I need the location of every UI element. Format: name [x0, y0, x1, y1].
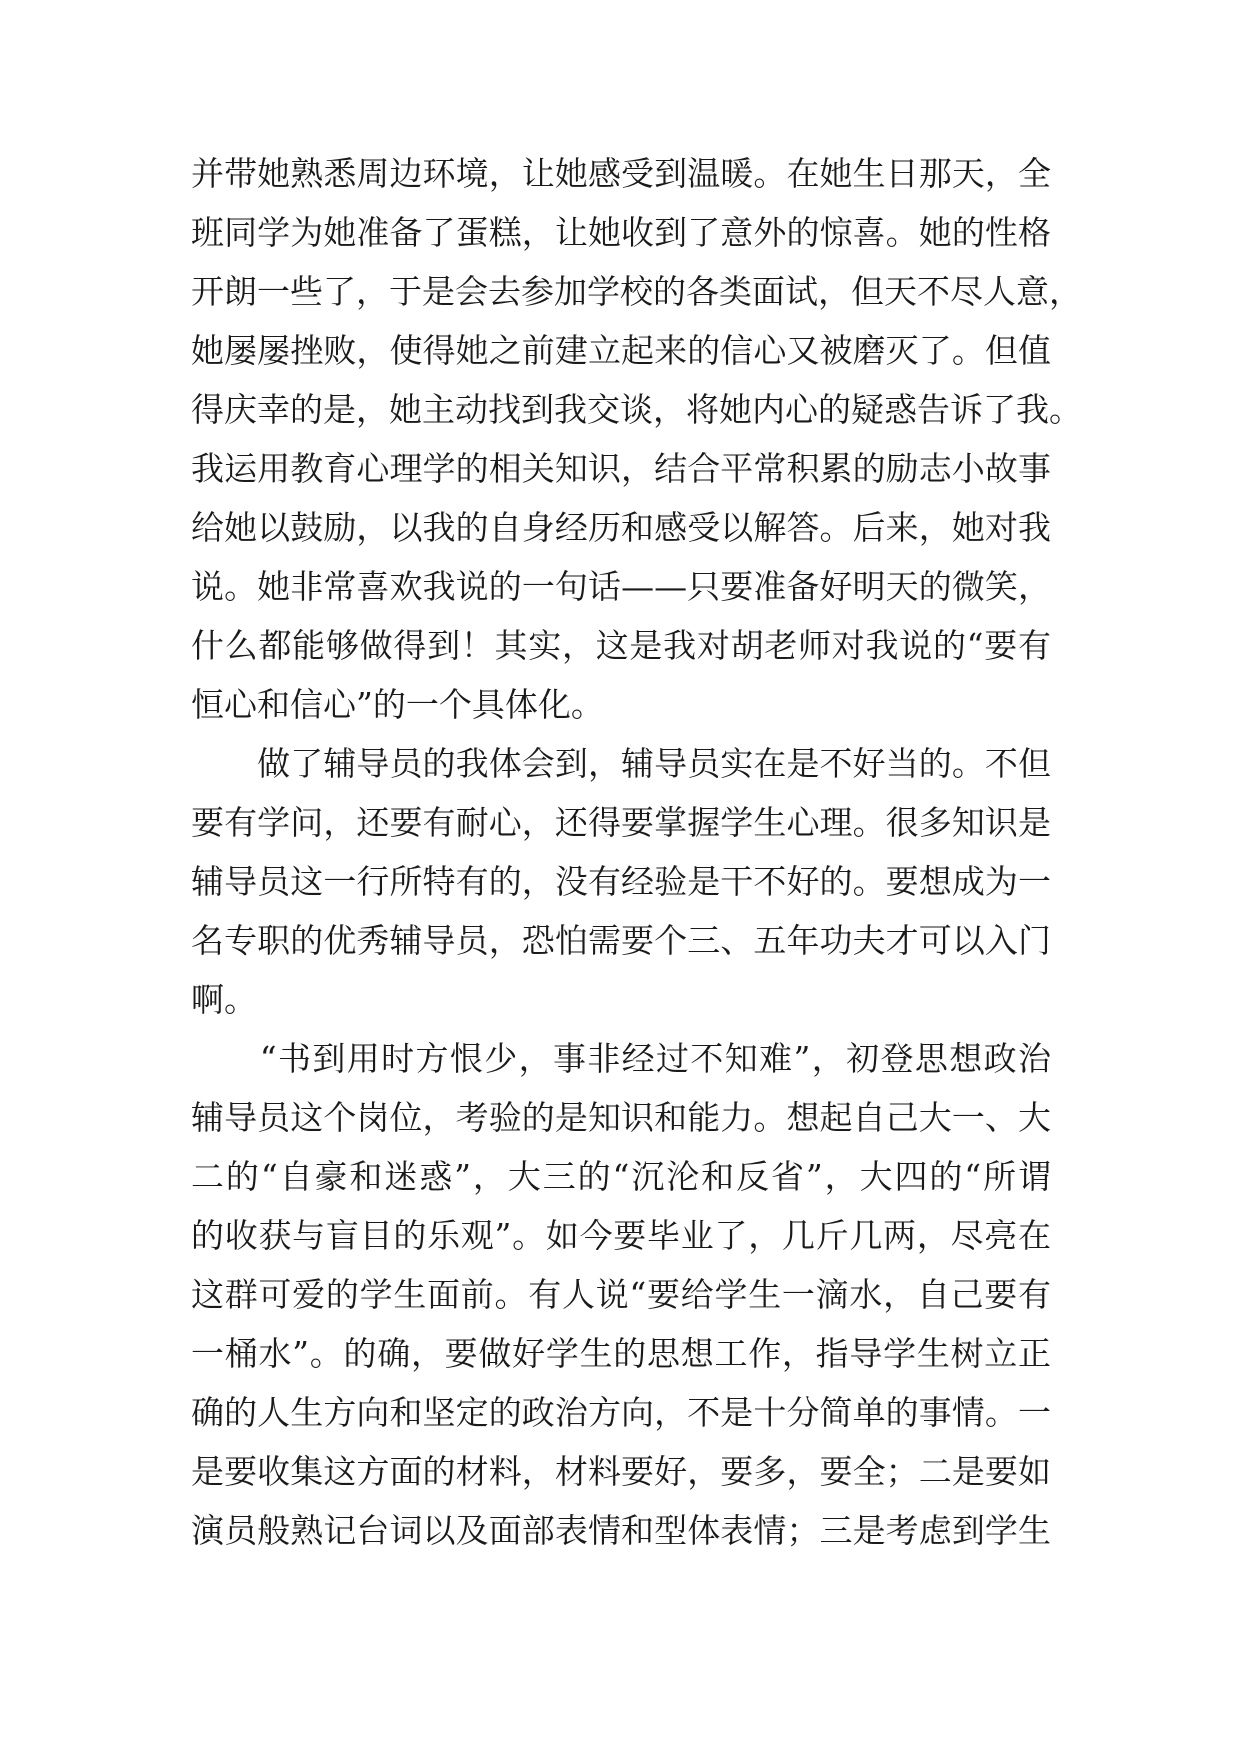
text-line: 说。她非常喜欢我说的一句话——只要准备好明天的微笑， — [191, 567, 1051, 606]
text-line: 她屡屡挫败，使得她之前建立起来的信心又被磨灭了。但值 — [191, 331, 1051, 370]
text-line: 的收获与盲目的乐观”。如今要毕业了，几斤几两，尽亮在 — [191, 1216, 1051, 1255]
text-line: 二的“自豪和迷惑”，大三的“沉沦和反省”，大四的“所谓 — [191, 1157, 1051, 1196]
text-line: 啊。 — [191, 980, 257, 1019]
text-line: 做了辅导员的我体会到，辅导员实在是不好当的。不但 — [191, 744, 1051, 783]
text-line: 得庆幸的是，她主动找到我交谈，将她内心的疑惑告诉了我。 — [191, 390, 1082, 429]
text-line: 开朗一些了，于是会去参加学校的各类面试，但天不尽人意， — [191, 272, 1082, 311]
text-line: 要有学问，还要有耐心，还得要掌握学生心理。很多知识是 — [191, 803, 1051, 842]
text-line: 是要收集这方面的材料，材料要好，要多，要全；二是要如 — [191, 1452, 1051, 1491]
text-line: 辅导员这个岗位，考验的是知识和能力。想起自己大一、大 — [191, 1098, 1051, 1137]
text-line: 名专职的优秀辅导员，恐怕需要个三、五年功夫才可以入门 — [191, 921, 1051, 960]
text-line: 恒心和信心”的一个具体化。 — [191, 685, 604, 724]
text-line: “书到用时方恨少，事非经过不知难”，初登思想政治 — [191, 1039, 1051, 1078]
text-line: 我运用教育心理学的相关知识，结合平常积累的励志小故事 — [191, 449, 1051, 488]
text-line: 这群可爱的学生面前。有人说“要给学生一滴水，自己要有 — [191, 1275, 1051, 1314]
text-line: 什么都能够做得到！其实，这是我对胡老师对我说的“要有 — [191, 626, 1051, 665]
text-line: 班同学为她准备了蛋糕，让她收到了意外的惊喜。她的性格 — [191, 213, 1051, 252]
text-line: 给她以鼓励，以我的自身经历和感受以解答。后来，她对我 — [191, 508, 1051, 547]
text-line: 一桶水”。的确，要做好学生的思想工作，指导学生树立正 — [191, 1334, 1051, 1373]
text-line: 辅导员这一行所特有的，没有经验是干不好的。要想成为一 — [191, 862, 1051, 901]
text-line: 确的人生方向和坚定的政治方向，不是十分简单的事情。一 — [191, 1393, 1051, 1432]
text-line: 并带她熟悉周边环境，让她感受到温暖。在她生日那天，全 — [191, 154, 1051, 193]
text-line: 演员般熟记台词以及面部表情和型体表情；三是考虑到学生 — [191, 1511, 1051, 1550]
